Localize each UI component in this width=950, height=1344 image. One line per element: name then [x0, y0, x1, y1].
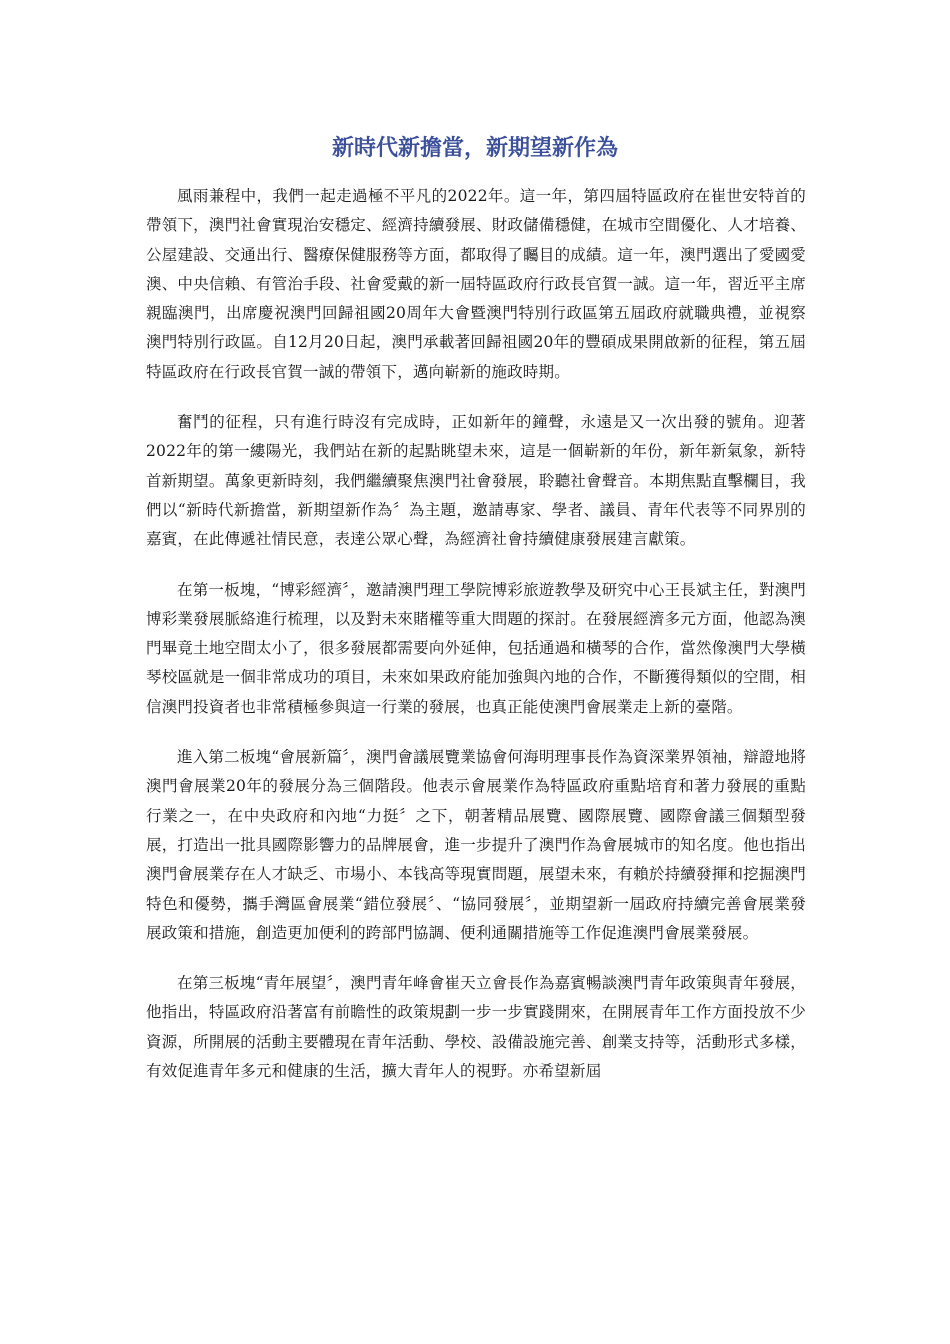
document-body	[146, 182, 806, 1107]
paragraph-5: 在第三板塊“青年展望〞，澳門青年峰會崔天立會長作為嘉賓暢談澳門青年政策與青年發展，他指出，特區政府沿著富有前瞻性的政策規劃一步一步實踐開來，在開展青年工作方面投放不少資源，所開展的活動主要體現在青年活動、學校、設備設施完善、創業支持等，活動形式多樣，有效促進青年多元和健康的生活，擴大青年人的視野。亦希望新屆	[146, 974, 806, 1081]
document-title: 新時代新擔當，新期望新作為	[331, 136, 618, 161]
paragraph-2: 奮鬥的征程，只有進行時沒有完成時，正如新年的鐘聲，永遠是又一次出發的號角。迎著2022年的第一縷陽光，我們站在新的起點眺望未來，這是一個嶄新的年份，新年新氣象，新特首新期望。萬象更新時刻，我們繼續聚焦澳門社會發展，聆聽社會聲音。本期焦點直擊欄目，我們以“新時代新擔當，新期望新作為〞為主題，邀請專家、學者、議員、青年代表等不同界別的嘉賓，在此傳遞社情民意，表達公眾心聲，為經濟社會持續健康發展建言獻策。	[146, 413, 806, 549]
paragraph-3: 在第一板塊，“博彩經濟〞，邀請澳門理工學院博彩旅遊教學及研究中心王長斌主任，對澳門博彩業發展脈絡進行梳理，以及對未來賭權等重大問題的探討。在發展經濟多元方面，他認為澳門畢竟土地空間太小了，很多發展都需要向外延伸，包括通過和橫琴的合作，當然像澳門大學橫琴校區就是一個非常成功的項目，未來如果政府能加強與內地的合作，不斷獲得類似的空間，相信澳門投資者也非常積極參與這一行業的發展，也真正能使澳門會展業走上新的臺階。	[146, 580, 806, 716]
paragraph-4: 進入第二板塊“會展新篇〞，澳門會議展覽業協會何海明理事長作為資深業界領袖，辯證地將澳門會展業20年的發展分為三個階段。他表示會展業作為特區政府重點培育和著力發展的重點行業之一，在中央政府和內地“力挺〞之下，朝著精品展覽、國際展覽、國際會議三個類型發展，打造出一批具國際影響力的品牌展會，進一步提升了澳門作為會展城市的知名度。他也指出澳門會展業存在人才缺乏、市場小、本钱高等現實問題，展望未來，有賴於持續發揮和挖掘澳門特色和優勢，攜手灣區會展業“錯位發展〞、“協同發展〞，並期望新一屆政府持續完善會展業發展政策和措施，創造更加便利的跨部門協調、便利通關措施等工作促進澳門會展業發展。	[146, 748, 806, 942]
paragraph-1: 風雨兼程中，我們一起走過極不平凡的2022年。這一年，第四屆特區政府在崔世安特首的帶領下，澳門社會實現治安穩定、經濟持續發展、財政儲備穩健，在城市空間優化、人才培養、公屋建設、交通出行、醫療保健服務等方面，都取得了矚目的成績。這一年，澳門選出了愛國愛澳、中央信賴、有管治手段、社會愛戴的新一屆特區政府行政長官賀一誠。這一年，習近平主席親臨澳門，出席慶祝澳門回歸祖國20周年大會暨澳門特別行政區第五屆政府就職典禮，並視察澳門特別行政區。自12月20日起，澳門承載著回歸祖國20年的豐碩成果開啟新的征程，第五屆特區政府在行政長官賀一誠的帶領下，邁向嶄新的施政時期。	[146, 187, 806, 381]
